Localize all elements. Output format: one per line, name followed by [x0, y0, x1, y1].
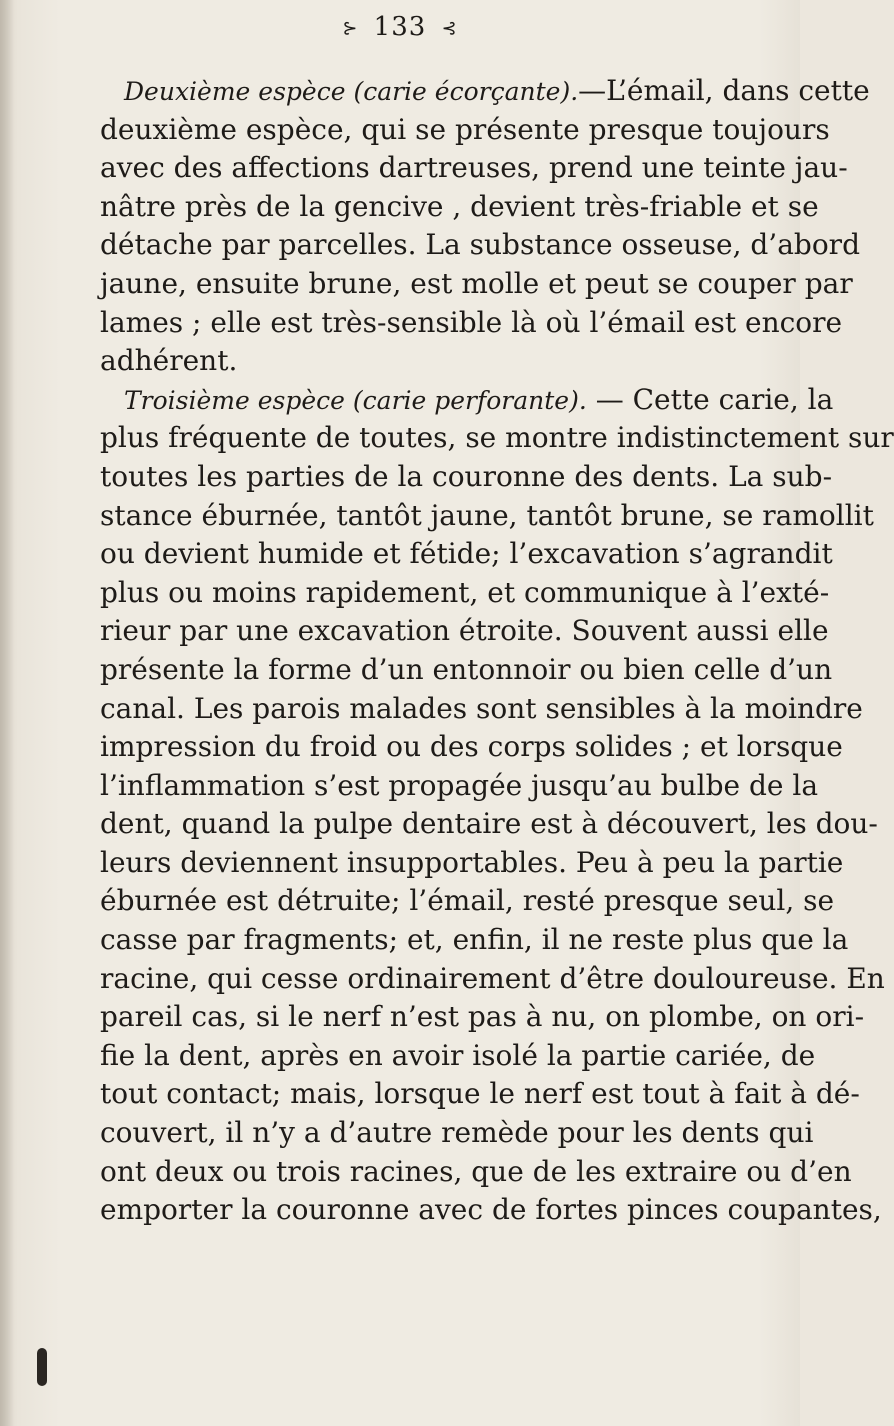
text-line: stance éburnée, tantôt jaune, tantôt brune, se ramollit: [100, 498, 874, 532]
text-line: casse par fragments; et, enfin, il ne reste plus que la: [100, 923, 849, 957]
text-line: présente la forme d’un entonnoir ou bien celle d’un: [100, 652, 833, 686]
section-heading-troisieme: Troisième espèce (carie perforante).: [124, 385, 587, 415]
text-line: plus ou moins rapidement, et communique à l’exté-: [100, 575, 830, 609]
text-line: deuxième espèce, qui se présente presque toujours: [100, 112, 830, 146]
body-text: [100, 72, 894, 1230]
text-line: ou devient humide et fétide; l’excavation s’agrandit: [100, 537, 833, 571]
text-line: couvert, il n’y a d’autre remède pour les dents qui: [100, 1116, 814, 1150]
text-line: nâtre près de la gencive , devient très-friable et se: [100, 189, 819, 223]
text-line: ont deux ou trois racines, que de les extraire ou d’en: [100, 1154, 852, 1188]
text-line: l’inflammation s’est propagée jusqu’au bulbe de la: [100, 768, 819, 802]
page-header: [0, 12, 800, 42]
text-line: lames ; elle est très-sensible là où l’émail est encore: [100, 305, 843, 339]
text-line: rieur par une excavation étroite. Souvent aussi elle: [100, 614, 829, 648]
text-line: dent, quand la pulpe dentaire est à découvert, les dou-: [100, 807, 878, 841]
text-line: impression du froid ou des corps solides ; et lorsque: [100, 730, 843, 764]
text-line: canal. Les parois malades sont sensibles à la moindre: [100, 691, 863, 725]
text-line: Deuxième espèce (carie écorçante).—L’émail, dans cette: [124, 74, 870, 107]
text-line: jaune, ensuite brune, est molle et peut se couper par: [100, 266, 853, 300]
ornament-left-icon: ⊱: [342, 17, 359, 39]
text-line: plus fréquente de toutes, se montre indistinctement sur: [100, 421, 894, 455]
text-line: leurs deviennent insupportables. Peu à peu la partie: [100, 845, 844, 879]
text-line: fie la dent, après en avoir isolé la partie cariée, de: [100, 1038, 816, 1072]
text-line: tout contact; mais, lorsque le nerf est tout à fait à dé-: [100, 1077, 860, 1111]
section-heading-deuxieme: Deuxième espèce (carie écorçante).: [124, 77, 579, 106]
page-number: 133: [373, 12, 427, 42]
binding-shadow: [0, 0, 14, 1426]
text-line: pareil cas, si le nerf n’est pas à nu, on plombe, on ori-: [100, 1000, 865, 1034]
text-line: racine, qui cesse ordinairement d’être douloureuse. En: [100, 961, 885, 995]
text-line: détache par parcelles. La substance osseuse, d’abord: [100, 228, 860, 262]
text-line: adhérent.: [100, 344, 238, 378]
text-line: emporter la couronne avec de fortes pinces coupantes,: [100, 1193, 882, 1227]
text-line: éburnée est détruite; l’émail, resté presque seul, se: [100, 884, 835, 918]
ornament-right-icon: ⊰: [441, 17, 458, 39]
text-line: avec des affections dartreuses, prend une teinte jau-: [100, 151, 848, 185]
ink-blot: [37, 1348, 47, 1386]
text-line: toutes les parties de la couronne des dents. La sub-: [100, 459, 833, 493]
text-line: Troisième espèce (carie perforante). — Cette carie, la: [124, 382, 834, 416]
